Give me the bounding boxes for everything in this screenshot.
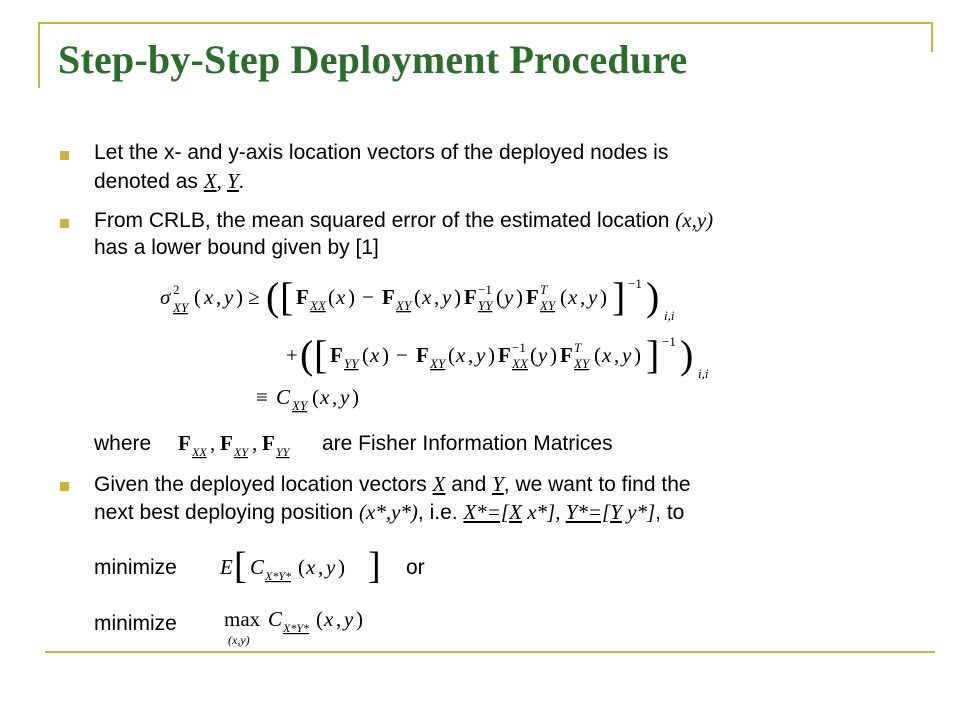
svg-text:,: ,	[468, 343, 474, 367]
period: .	[238, 169, 245, 193]
svg-text:,: ,	[614, 343, 620, 367]
var-y: Y	[492, 472, 504, 496]
svg-text:,: ,	[210, 431, 216, 455]
sep: ,	[216, 169, 228, 193]
svg-text:y: y	[504, 285, 514, 309]
svg-text:]: ]	[368, 545, 381, 587]
svg-text:−1: −1	[512, 340, 526, 355]
svg-text:x: x	[456, 343, 466, 367]
svg-text:i,i: i,i	[698, 366, 709, 381]
svg-text:E: E	[220, 555, 233, 579]
svg-text:YY: YY	[276, 445, 290, 459]
minimize-label-1: minimize	[94, 556, 177, 579]
svg-text:): )	[356, 607, 363, 631]
bullet3-line1-suffix: , we want to find the	[503, 473, 691, 496]
svg-text:): )	[550, 343, 557, 367]
fim-symbols	[176, 428, 316, 460]
bullet-marker-3	[60, 482, 69, 491]
svg-text:F: F	[498, 343, 511, 367]
svg-text:,: ,	[336, 607, 342, 631]
svg-text:(: (	[496, 285, 503, 309]
max-expression	[220, 604, 400, 650]
svg-text:YY: YY	[344, 356, 359, 371]
svg-text:,: ,	[318, 555, 324, 579]
svg-text:(x,y): (x,y)	[228, 633, 250, 647]
svg-text:X*Y*: X*Y*	[265, 569, 292, 583]
svg-text:F: F	[262, 431, 275, 455]
eq2-part-b: Y	[610, 500, 622, 524]
svg-text:y: y	[344, 607, 354, 631]
svg-text:): )	[680, 332, 694, 377]
svg-text:(: (	[300, 332, 314, 377]
svg-text:XY: XY	[430, 356, 446, 371]
eq1-part-a: X*=[	[463, 500, 510, 524]
svg-text:C: C	[250, 555, 265, 579]
svg-text:XX: XX	[512, 356, 528, 371]
bullet1-line1: Let the x- and y-axis location vectors of the deployed nodes is	[94, 141, 669, 164]
svg-text:): )	[236, 285, 243, 309]
bullet3-line1-prefix: Given the deployed location vectors	[94, 473, 433, 496]
svg-text:]: ]	[646, 332, 660, 377]
svg-text:XY: XY	[540, 298, 556, 313]
frame-left-line	[38, 22, 40, 88]
svg-text:XY: XY	[574, 356, 590, 371]
svg-text:,: ,	[580, 285, 586, 309]
bullet-marker-1	[60, 151, 69, 160]
svg-text:x: x	[422, 285, 432, 309]
svg-text:(: (	[560, 285, 567, 309]
svg-text:): )	[338, 555, 345, 579]
best-position-var: (x*,y*)	[359, 500, 418, 524]
svg-text:]: ]	[612, 274, 626, 319]
svg-text:(: (	[530, 343, 537, 367]
svg-text:XY: XY	[292, 398, 308, 413]
svg-text:F: F	[464, 285, 477, 309]
svg-text:σ: σ	[160, 285, 171, 309]
svg-text:T: T	[574, 340, 582, 355]
bullet-marker-2	[60, 219, 69, 228]
svg-text:x: x	[204, 285, 214, 309]
eq1-part-c: x*]	[521, 500, 556, 524]
eq-comma: ,	[555, 500, 566, 524]
bullet3-line2-prefix: next best deploying position	[94, 501, 360, 524]
svg-text:,: ,	[252, 431, 258, 455]
svg-text:F: F	[296, 285, 309, 309]
var-x: X	[432, 472, 446, 496]
svg-text:+: +	[286, 343, 298, 367]
svg-text:): )	[516, 285, 523, 309]
svg-text:F: F	[382, 285, 395, 309]
var-y: Y	[227, 169, 239, 193]
svg-text:T: T	[540, 282, 548, 297]
bullet3-line2	[94, 498, 684, 527]
svg-text:(: (	[316, 607, 323, 631]
svg-text:XX: XX	[192, 445, 207, 459]
svg-text:(: (	[448, 343, 455, 367]
or-word: or	[406, 556, 425, 579]
svg-text:): )	[646, 274, 660, 319]
svg-text:≡: ≡	[256, 385, 268, 409]
svg-text:x: x	[306, 555, 316, 579]
svg-text:(: (	[266, 274, 280, 319]
svg-text:−1: −1	[662, 334, 676, 349]
svg-text:−1: −1	[628, 276, 642, 291]
svg-text:F: F	[416, 343, 429, 367]
eq2-part-a: Y*=[	[565, 500, 611, 524]
slide-title: Step-by-Step Deployment Procedure	[58, 37, 688, 82]
svg-text:max: max	[224, 607, 261, 631]
svg-text:(: (	[312, 385, 319, 409]
svg-text:): )	[488, 343, 495, 367]
svg-text:C: C	[268, 607, 283, 631]
svg-text:F: F	[220, 431, 233, 455]
svg-text:F: F	[330, 343, 343, 367]
svg-text:y: y	[588, 285, 598, 309]
svg-text:(: (	[414, 285, 421, 309]
svg-text:(: (	[298, 555, 305, 579]
svg-text:): )	[352, 385, 359, 409]
and-word: and	[445, 473, 493, 496]
ie-text: , i.e.	[417, 501, 464, 524]
svg-text:,: ,	[332, 385, 338, 409]
svg-text:,: ,	[216, 285, 222, 309]
svg-text:x: x	[320, 385, 330, 409]
svg-text:(: (	[328, 285, 335, 309]
svg-text:(: (	[594, 343, 601, 367]
svg-text:F: F	[560, 343, 573, 367]
svg-text:y: y	[326, 555, 336, 579]
svg-text:XY: XY	[234, 445, 249, 459]
eq1-part-b: X	[509, 500, 522, 524]
svg-text:[: [	[314, 332, 328, 377]
bullet3-line1	[94, 470, 691, 499]
svg-text:y: y	[622, 343, 632, 367]
svg-text:y: y	[442, 285, 452, 309]
var-x: X	[203, 169, 217, 193]
bullet1-line2	[94, 167, 244, 196]
fim-suffix: are Fisher Information Matrices	[322, 432, 613, 455]
svg-text:X*Y*: X*Y*	[283, 621, 310, 635]
svg-text:x: x	[370, 343, 380, 367]
location-var: (x,y)	[675, 208, 714, 232]
expectation-expression	[214, 542, 394, 592]
svg-text:2: 2	[173, 282, 180, 297]
svg-text:,: ,	[434, 285, 440, 309]
svg-text:): )	[634, 343, 641, 367]
svg-text:(: (	[362, 343, 369, 367]
svg-text:y: y	[224, 285, 234, 309]
svg-text:(: (	[194, 285, 201, 309]
svg-text:x: x	[324, 607, 334, 631]
svg-text:−1: −1	[478, 282, 492, 297]
svg-text:≥: ≥	[248, 285, 260, 309]
frame-bottom-line	[45, 651, 935, 653]
svg-text:x: x	[336, 285, 346, 309]
crlb-equation	[160, 266, 780, 426]
svg-text:[: [	[234, 545, 247, 587]
svg-text:i,i: i,i	[664, 308, 675, 323]
svg-text:x: x	[602, 343, 612, 367]
svg-text:−: −	[396, 343, 408, 367]
svg-text:F: F	[526, 285, 539, 309]
svg-text:−: −	[362, 285, 374, 309]
svg-text:y: y	[538, 343, 548, 367]
bullet3-line2-suffix: , to	[655, 501, 685, 524]
svg-text:C: C	[276, 385, 291, 409]
svg-text:[: [	[280, 274, 294, 319]
frame-right-line	[931, 22, 933, 52]
where-label: where	[94, 432, 152, 455]
eq2-part-c: y*]	[621, 500, 656, 524]
svg-text:F: F	[178, 431, 191, 455]
bullet2-line1-prefix: From CRLB, the mean squared error of the estimated location	[94, 209, 676, 232]
bullet2-line1	[94, 206, 713, 235]
bullet1-line2-prefix: denoted as	[94, 170, 204, 193]
bullet2-line2: has a lower bound given by [1]	[94, 236, 379, 259]
svg-text:): )	[382, 343, 389, 367]
svg-text:y: y	[476, 343, 486, 367]
svg-text:YY: YY	[478, 298, 493, 313]
svg-text:y: y	[340, 385, 350, 409]
svg-text:XY: XY	[396, 298, 412, 313]
svg-text:XX: XX	[310, 298, 326, 313]
svg-text:): )	[454, 285, 461, 309]
svg-text:): )	[348, 285, 355, 309]
svg-text:): )	[600, 285, 607, 309]
svg-text:x: x	[568, 285, 578, 309]
minimize-label-2: minimize	[94, 612, 177, 635]
frame-top-line	[38, 22, 933, 24]
svg-text:XY: XY	[173, 300, 189, 315]
